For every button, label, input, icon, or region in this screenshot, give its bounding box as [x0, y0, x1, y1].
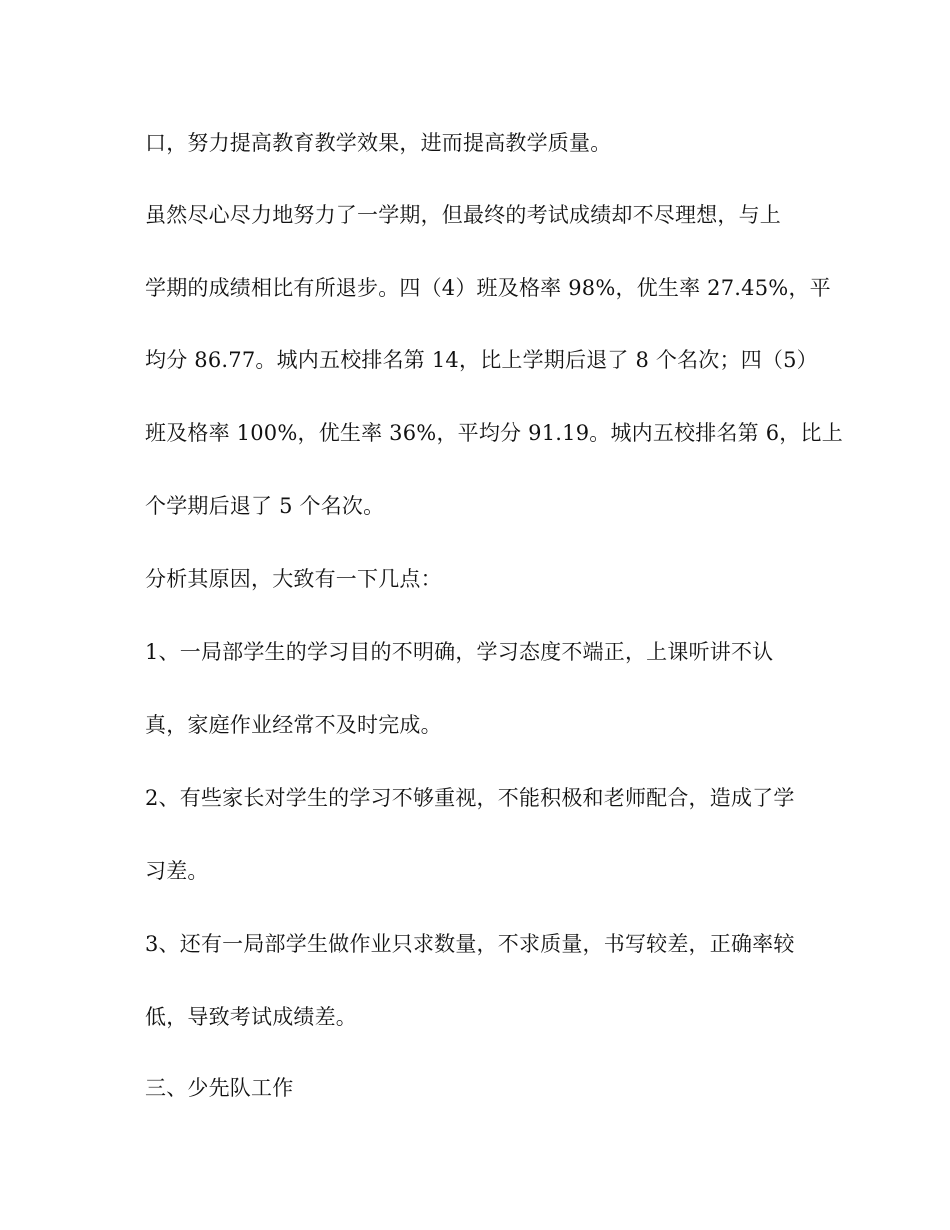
text-line-10: 2、有些家长对学生的学习不够重视，不能积极和老师配合，造成了学 [145, 786, 795, 810]
section-heading: 三、少先队工作 [145, 1076, 294, 1100]
text-line-9: 真，家庭作业经常不及时完成。 [145, 713, 442, 737]
text-line-5: 班及格率 100%，优生率 36%，平均分 91.19。城内五校排名第 6，比上 [145, 421, 843, 445]
text-line-3: 学期的成绩相比有所退步。四（4）班及格率 98%，优生率 27.45%，平 [145, 276, 831, 300]
text-line-11: 习差。 [145, 859, 209, 883]
text-line-1: 口，努力提高教育教学效果，进而提高教学质量。 [145, 131, 612, 155]
text-line-13: 低，导致考试成绩差。 [145, 1005, 357, 1029]
text-line-4: 均分 86.77。城内五校排名第 14，比上学期后退了 8 个名次；四（5） [145, 348, 818, 372]
text-line-7: 分析其原因，大致有一下几点： [145, 567, 442, 591]
text-line-2: 虽然尽心尽力地努力了一学期，但最终的考试成绩却不尽理想，与上 [145, 203, 781, 227]
text-line-12: 3、还有一局部学生做作业只求数量，不求质量，书写较差，正确率较 [145, 932, 795, 956]
text-line-8: 1、一局部学生的学习目的不明确，学习态度不端正，上课听讲不认 [145, 640, 774, 664]
text-line-6: 个学期后退了 5 个名次。 [145, 494, 385, 518]
